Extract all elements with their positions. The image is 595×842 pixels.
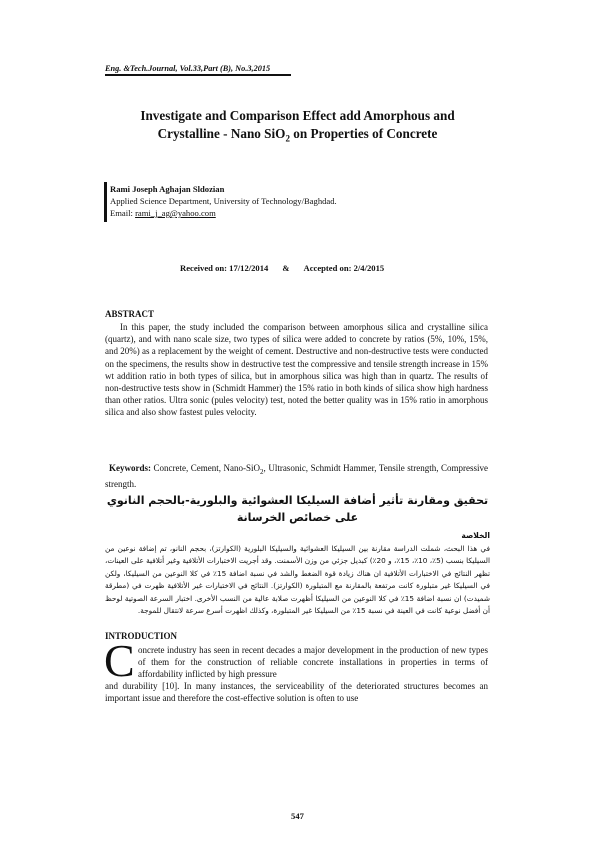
title-line-2-pre: Crystalline - Nano SiO [157,126,286,141]
received-accepted-dates [180,263,480,273]
introduction-heading: INTRODUCTION [105,631,178,641]
author-email-line [110,207,470,219]
email-label: Email: [110,208,136,218]
keywords [105,462,488,490]
author-name: Rami Joseph Aghajan Sldozian [110,184,225,194]
journal-header: Eng. &Tech.Journal, Vol.33,Part (B), No.3,2015 [105,64,271,73]
abstract-heading: ABSTRACT [105,309,155,319]
page-number: 547 [291,811,304,821]
date-separator: & [282,263,290,273]
arabic-title: تحقيق ومقارنة تأثير أضافة السيليكا العشوائية والبلورية-بالحجم النانوي على خصائص الخرسانة [106,494,489,524]
accepted-date: Accepted on: 2/4/2015 [303,263,385,273]
author-side-bar [104,182,107,222]
introduction-text-full: and durability [10]. In many instances, the serviceability of the deteriorated structures becomes an important issue and therefore the cost-effective solution is often to use [105,681,488,704]
title-line-2-post: on Properties of Concrete [289,126,438,141]
received-date: Received on: 17/12/2014 [180,263,269,273]
arabic-abstract-body: في هذا البحث، شملت الدراسة مقارنة بين السيليكا العشوائية والسيليكا البلورية (الكوارتز)، بحجم النانو، تم إضافة نوعين من السيليكا بنسب (5٪، 10٪، 15٪، و 20٪) كبديل جزئي من وزن الأسمنت. وقد أجريت الاختبارات الأتلافية وغير أتلافية على العينات، تظهر النتائج في الاختبارات الأتلافية ان هناك زيادة قوة الضغط والشد في نسبة اضافة 15٪ في كلا النوعين من السيليكا، ولكن في السيليكا غير متبلورة كانت مرتفعة بالمقارنة مع المتبلورة (الكوارتز). النتائج في الاختبارات غير الأتلافية ظهرت في (مطرقة شميدت) ان نسبة اضافة 15٪ في كلا النوعين من السيليكا أظهرت صلابة عالية من النسب الأخرى. اختبار السرعة الصوتية لوحظ أن أفضل نوعية كانت في العينة في نسبة 15٪ من السيليكا غير المتبلورة، وكذلك اظهرت أسرع سرعة لانتقال للموجة. [105,544,490,616]
title-subscript: 2 [285,133,290,144]
author-block [110,183,470,219]
keywords-subscript: 2 [260,467,264,476]
header-rule [105,74,291,76]
email-link[interactable]: rami_j_ag@yahoo.com [135,208,216,218]
author-affiliation: Applied Science Department, University of Technology/Baghdad. [110,196,337,206]
arabic-abstract-heading: الخلاصة [461,531,490,540]
keywords-label: Keywords: [109,463,151,473]
introduction-text-indented: oncrete industry has seen in recent decades a major development in the production of new types of them for the construction of reliable concrete installations in properties in terms of affordability inflicted by high pressure [138,645,488,680]
title-line-1: Investigate and Comparison Effect add Amorphous and [140,108,455,123]
paper-title [105,107,490,148]
keywords-post: , Ultrasonic, Schmidt Hammer, Tensile strength, Compressive strength. [105,463,488,489]
abstract-body: In this paper, the study included the comparison between amorphous silica and crystalline silica (quartz), and with nano scale size, two types of silica were added to concrete by ratios (5%, 10%, 15%, and 20%) as a replacement by the weight of cement. Destructive and non-destructive tests were conducted on the specimens, the results show in destructive test the compressive and tensile strength increase in 15% wt addition ratio in both types of silica, but in amorphous silica was high than in quartz. The results of non-destructive tests show in (Schmidt Hammer) the 15% ratio in both kinds of silica show high hardness than other ratios. Ultra sonic (pules velocity) test, noted the better quality was in 15% ratio in amorphous silica and also show fastest pules velocity. [105,322,488,418]
drop-cap-letter: C [104,635,135,686]
keywords-pre: Concrete, Cement, Nano-SiO [151,463,261,473]
